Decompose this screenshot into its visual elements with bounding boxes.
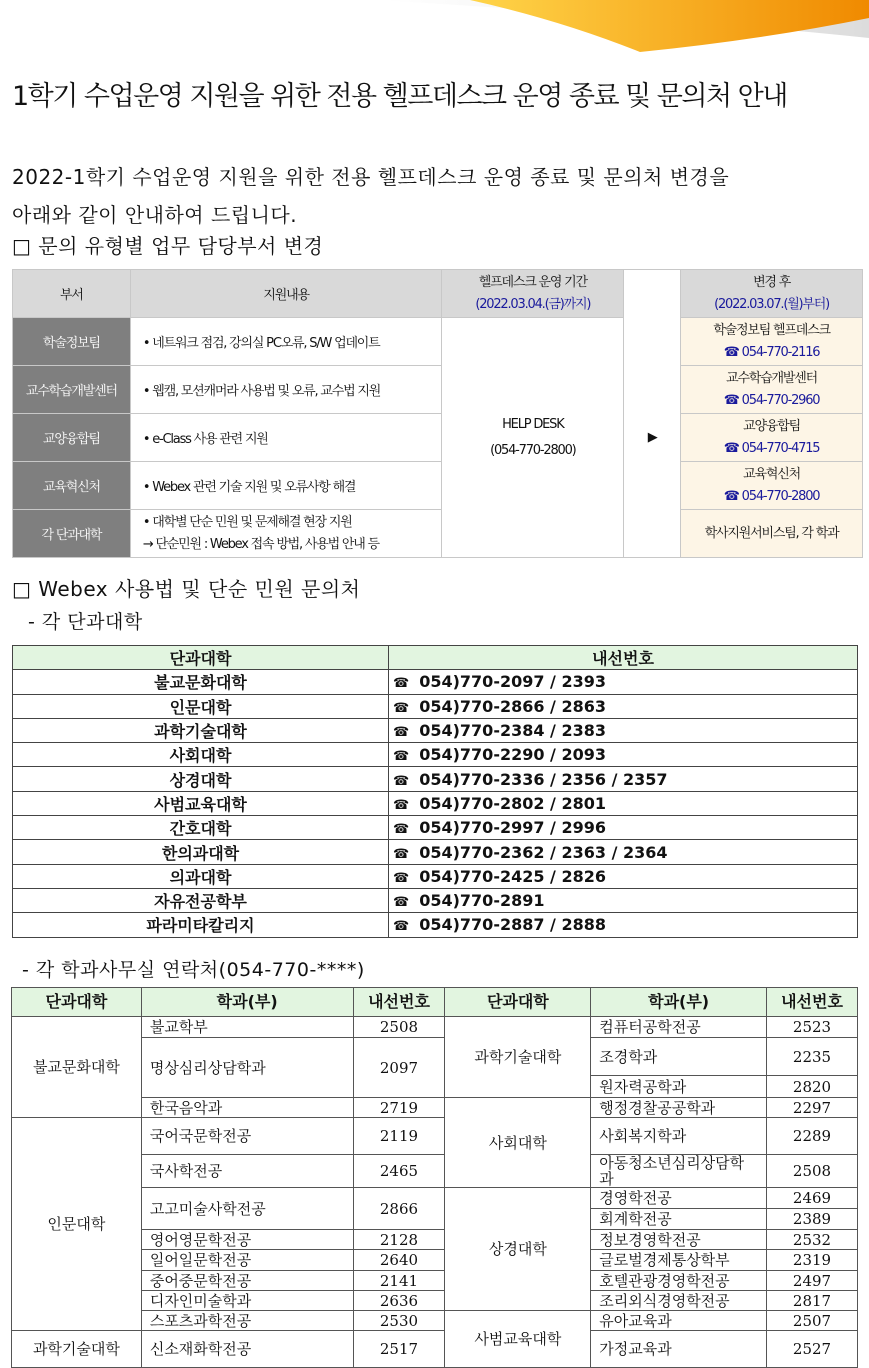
college-tel bbox=[389, 840, 858, 864]
content-cell: • e-Class 사용 관련 지원 bbox=[130, 414, 442, 462]
arrow-spacer bbox=[624, 270, 681, 318]
dept-cell: 아동청소년심리상담학과 bbox=[591, 1155, 767, 1188]
dept-cell: 행정경찰공공학과 bbox=[591, 1098, 767, 1118]
after-cell bbox=[681, 462, 863, 510]
dept-cell: 정보경영학전공 bbox=[591, 1230, 767, 1250]
table-row bbox=[13, 414, 863, 462]
header-ext-left: 내선번호 bbox=[353, 988, 445, 1017]
dept-cell: 영어영문학전공 bbox=[141, 1230, 353, 1250]
header-content: 지원내용 bbox=[130, 270, 442, 318]
college-name: 자유전공학부 bbox=[13, 888, 389, 912]
table-row bbox=[13, 462, 863, 510]
college-cell: 과학기술대학 bbox=[12, 1331, 142, 1368]
ext-cell: 2235 bbox=[767, 1038, 858, 1076]
dept-cell: 불교학부 bbox=[141, 1017, 353, 1038]
dept-cell: 스포츠과학전공 bbox=[141, 1311, 353, 1331]
table-row bbox=[13, 791, 858, 815]
dept-cell: 국어국문학전공 bbox=[141, 1118, 353, 1155]
ext-cell: 2508 bbox=[767, 1155, 858, 1188]
table-row bbox=[13, 888, 858, 912]
college-tel bbox=[389, 743, 858, 767]
table-row bbox=[13, 670, 858, 694]
tel-number: 054)770-2097 / 2393 bbox=[419, 672, 606, 692]
dept-cell: 사회복지학과 bbox=[591, 1118, 767, 1155]
table-row bbox=[13, 840, 858, 864]
after-label: 교수학습개발센터 bbox=[726, 370, 817, 386]
table-row bbox=[13, 694, 858, 718]
after-cell: 학사지원서비스팀, 각 학과 bbox=[681, 510, 863, 558]
dept-cell: 한국음악과 bbox=[141, 1098, 353, 1118]
table-row bbox=[13, 366, 863, 414]
tel-number: 054)770-2336 / 2356 / 2357 bbox=[419, 769, 668, 789]
table-row bbox=[13, 510, 863, 558]
tel-number: 054)770-2997 / 2996 bbox=[419, 818, 606, 838]
ext-cell: 2866 bbox=[353, 1188, 445, 1230]
college-tel bbox=[389, 913, 858, 937]
tel-number: 054)770-2384 / 2383 bbox=[419, 721, 606, 741]
table-row bbox=[13, 913, 858, 937]
ext-cell: 2289 bbox=[767, 1118, 858, 1155]
table-header-row bbox=[12, 988, 858, 1017]
college-tel bbox=[389, 670, 858, 694]
page-title: 1학기 수업운영 지원을 위한 전용 헬프데스크 운영 종료 및 문의처 안내 bbox=[12, 81, 787, 112]
college-tel bbox=[389, 888, 858, 912]
header-ext-right: 내선번호 bbox=[767, 988, 858, 1017]
dept-cell: 교양융합팀 bbox=[13, 414, 131, 462]
header-college: 단과대학 bbox=[13, 646, 389, 670]
tel-number: 054)770-2290 / 2093 bbox=[419, 745, 606, 765]
ext-cell: 2119 bbox=[353, 1118, 445, 1155]
college-tel bbox=[389, 718, 858, 742]
dept-cell: 유아교육과 bbox=[591, 1311, 767, 1331]
after-tel: ☎ 054-770-2116 bbox=[723, 344, 820, 360]
dept-cell: 각 단과대학 bbox=[13, 510, 131, 558]
header-after-date: (2022.03.07.(월)부터) bbox=[714, 296, 830, 312]
intro-text bbox=[12, 158, 729, 234]
dept-cell: 호텔관광경영학전공 bbox=[591, 1271, 767, 1291]
dept-cell: 원자력공학과 bbox=[591, 1076, 767, 1098]
ext-cell: 2319 bbox=[767, 1250, 858, 1271]
content-cell: • 웹캠, 모션캐머라 사용법 및 오류, 교수법 지원 bbox=[130, 366, 442, 414]
phone-icon: ☎ bbox=[393, 700, 410, 716]
content-cell: • Webex 관련 기술 지원 및 오류사항 해결 bbox=[130, 462, 442, 510]
dept-cell: 경영학전공 bbox=[591, 1188, 767, 1209]
college-cell: 과학기술대학 bbox=[445, 1017, 591, 1098]
header-college-left: 단과대학 bbox=[12, 988, 142, 1017]
dept-cell: 중어중문학전공 bbox=[141, 1271, 353, 1291]
ext-cell: 2636 bbox=[353, 1291, 445, 1311]
helpdesk-label: HELP DESK bbox=[502, 416, 564, 432]
subheading-colleges: - 각 단과대학 bbox=[28, 611, 143, 633]
college-name: 인문대학 bbox=[13, 694, 389, 718]
college-name: 사범교육대학 bbox=[13, 791, 389, 815]
dept-cell: 신소재화학전공 bbox=[141, 1331, 353, 1368]
college-name: 불교문화대학 bbox=[13, 670, 389, 694]
header-period-label: 헬프데스크 운영 기간 bbox=[478, 274, 587, 290]
phone-icon: ☎ bbox=[393, 846, 410, 862]
phone-icon: ☎ bbox=[393, 773, 410, 789]
college-tel bbox=[389, 816, 858, 840]
college-name: 과학기술대학 bbox=[13, 718, 389, 742]
ext-cell: 2389 bbox=[767, 1209, 858, 1230]
dept-office-table bbox=[11, 987, 858, 1368]
college-name: 의과대학 bbox=[13, 864, 389, 888]
tel-number: 054)770-2362 / 2363 / 2364 bbox=[419, 842, 668, 862]
table-header-row bbox=[13, 646, 858, 670]
header-after bbox=[681, 270, 863, 318]
helpdesk-tel: (054-770-2800) bbox=[490, 442, 576, 458]
college-name: 간호대학 bbox=[13, 816, 389, 840]
table-row bbox=[13, 718, 858, 742]
dept-change-table bbox=[12, 269, 863, 558]
ext-cell: 2507 bbox=[767, 1311, 858, 1331]
college-cell: 사회대학 bbox=[445, 1098, 591, 1188]
arrow-icon: ▶ bbox=[624, 318, 681, 558]
header-period bbox=[442, 270, 624, 318]
tel-number: 054)770-2891 bbox=[419, 891, 545, 911]
phone-icon: ☎ bbox=[393, 725, 410, 741]
header-college-right: 단과대학 bbox=[445, 988, 591, 1017]
after-label: 학술정보팀 헬프데스크 bbox=[713, 322, 830, 338]
phone-icon: ☎ bbox=[393, 797, 410, 813]
ext-cell: 2508 bbox=[353, 1017, 445, 1038]
phone-icon: ☎ bbox=[393, 870, 410, 886]
section-heading-dept-change: □ 문의 유형별 업무 담당부서 변경 bbox=[12, 234, 324, 258]
dept-cell: 디자인미술학과 bbox=[141, 1291, 353, 1311]
content-line-2: → 단순민원 : Webex 접속 방법, 사용법 안내 등 bbox=[142, 536, 379, 552]
header-dept: 부서 bbox=[13, 270, 131, 318]
table-row bbox=[13, 318, 863, 366]
after-cell bbox=[681, 318, 863, 366]
dept-cell: 일어일문학전공 bbox=[141, 1250, 353, 1271]
dept-cell: 컴퓨터공학전공 bbox=[591, 1017, 767, 1038]
header-decoration bbox=[0, 0, 869, 60]
tel-number: 054)770-2425 / 2826 bbox=[419, 866, 606, 886]
header-after-label: 변경 후 bbox=[753, 274, 791, 290]
phone-icon: ☎ bbox=[393, 822, 410, 838]
table-row bbox=[12, 1017, 858, 1038]
subheading-dept-offices: - 각 학과사무실 연락처(054-770-****) bbox=[22, 959, 365, 981]
dept-cell: 조리외식경영학전공 bbox=[591, 1291, 767, 1311]
college-tel bbox=[389, 791, 858, 815]
dept-cell: 회계학전공 bbox=[591, 1209, 767, 1230]
header-period-date: (2022.03.04.(금)까지) bbox=[475, 296, 591, 312]
phone-icon: ☎ bbox=[393, 895, 410, 911]
college-cell: 불교문화대학 bbox=[12, 1017, 142, 1118]
college-cell: 인문대학 bbox=[12, 1118, 142, 1331]
after-tel: ☎ 054-770-2800 bbox=[723, 488, 820, 504]
dept-cell: 국사학전공 bbox=[141, 1155, 353, 1188]
ext-cell: 2128 bbox=[353, 1230, 445, 1250]
college-name: 상경대학 bbox=[13, 767, 389, 791]
table-row bbox=[13, 767, 858, 791]
phone-icon: ☎ bbox=[393, 919, 410, 935]
college-name: 한의과대학 bbox=[13, 840, 389, 864]
college-cell: 상경대학 bbox=[445, 1188, 591, 1311]
dept-cell: 글로벌경제통상학부 bbox=[591, 1250, 767, 1271]
tel-number: 054)770-2866 / 2863 bbox=[419, 696, 606, 716]
ext-cell: 2141 bbox=[353, 1271, 445, 1291]
after-label: 교육혁신처 bbox=[743, 466, 800, 482]
table-row bbox=[12, 1118, 858, 1155]
content-line-1: • 대학별 단순 민원 및 문제해결 현장 지원 bbox=[142, 514, 352, 530]
college-tel bbox=[389, 694, 858, 718]
ext-cell: 2297 bbox=[767, 1098, 858, 1118]
dept-cell: 학술정보팀 bbox=[13, 318, 131, 366]
ext-cell: 2469 bbox=[767, 1188, 858, 1209]
content-cell bbox=[130, 510, 442, 558]
table-row bbox=[13, 743, 858, 767]
college-cell: 사범교육대학 bbox=[445, 1311, 591, 1368]
college-tel bbox=[389, 767, 858, 791]
helpdesk-cell bbox=[442, 318, 624, 558]
ext-cell: 2530 bbox=[353, 1311, 445, 1331]
phone-icon: ☎ bbox=[393, 749, 410, 765]
ext-cell: 2527 bbox=[767, 1331, 858, 1368]
table-row bbox=[13, 816, 858, 840]
college-name: 사회대학 bbox=[13, 743, 389, 767]
ext-cell: 2817 bbox=[767, 1291, 858, 1311]
intro-line-2: 아래와 같이 안내하여 드립니다. bbox=[12, 203, 298, 227]
dept-cell: 명상심리상담학과 bbox=[141, 1038, 353, 1098]
dept-cell: 교육혁신처 bbox=[13, 462, 131, 510]
after-cell bbox=[681, 414, 863, 462]
section-heading-webex: □ Webex 사용법 및 단순 민원 문의처 bbox=[12, 577, 361, 601]
after-cell bbox=[681, 366, 863, 414]
tel-number: 054)770-2887 / 2888 bbox=[419, 915, 606, 935]
table-header-row bbox=[13, 270, 863, 318]
content-cell: • 네트워크 점검, 강의실 PC오류, S/W 업데이트 bbox=[130, 318, 442, 366]
college-tel bbox=[389, 864, 858, 888]
ext-cell: 2097 bbox=[353, 1038, 445, 1098]
ext-cell: 2523 bbox=[767, 1017, 858, 1038]
ext-cell: 2497 bbox=[767, 1271, 858, 1291]
college-contact-table bbox=[12, 645, 858, 938]
phone-icon: ☎ bbox=[393, 676, 410, 692]
ext-cell: 2465 bbox=[353, 1155, 445, 1188]
header-dept-right: 학과(부) bbox=[591, 988, 767, 1017]
ext-cell: 2532 bbox=[767, 1230, 858, 1250]
after-tel: ☎ 054-770-4715 bbox=[723, 440, 820, 456]
dept-cell: 교수학습개발센터 bbox=[13, 366, 131, 414]
ext-cell: 2517 bbox=[353, 1331, 445, 1368]
ext-cell: 2640 bbox=[353, 1250, 445, 1271]
dept-cell: 고고미술사학전공 bbox=[141, 1188, 353, 1230]
after-tel: ☎ 054-770-2960 bbox=[723, 392, 820, 408]
header-dept-left: 학과(부) bbox=[141, 988, 353, 1017]
header-tel: 내선번호 bbox=[389, 646, 858, 670]
table-row bbox=[13, 864, 858, 888]
ext-cell: 2719 bbox=[353, 1098, 445, 1118]
table-row bbox=[12, 1331, 858, 1368]
after-label: 교양융합팀 bbox=[743, 418, 800, 434]
dept-cell: 가정교육과 bbox=[591, 1331, 767, 1368]
tel-number: 054)770-2802 / 2801 bbox=[419, 793, 606, 813]
dept-cell: 조경학과 bbox=[591, 1038, 767, 1076]
college-name: 파라미타칼리지 bbox=[13, 913, 389, 937]
intro-line-1: 2022-1학기 수업운영 지원을 위한 전용 헬프데스크 운영 종료 및 문의처 변경을 bbox=[12, 165, 730, 189]
ext-cell: 2820 bbox=[767, 1076, 858, 1098]
